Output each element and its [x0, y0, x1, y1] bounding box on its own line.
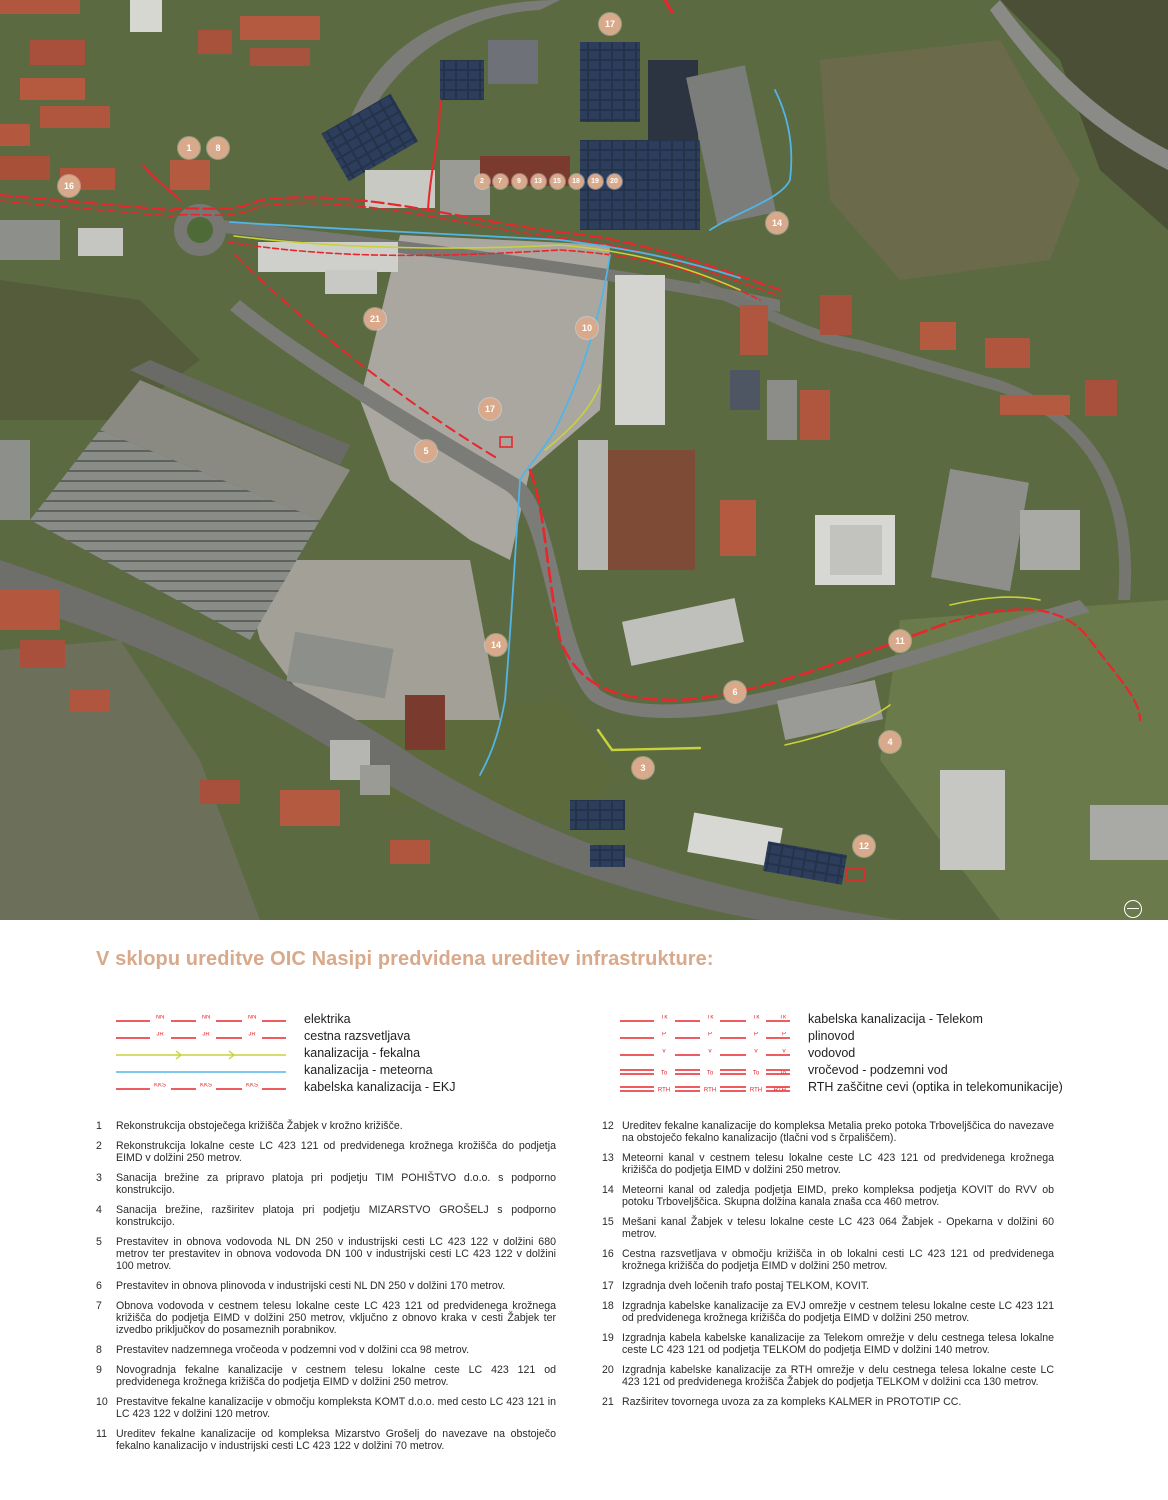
map-marker-16[interactable]: 16: [58, 175, 80, 197]
legend-tag: JR: [248, 1031, 256, 1037]
note-text: Sanacija brežine, razširitev platoja pri podjetju MIZARSTVO GROŠELJ s podporno konstrukcijo.: [116, 1203, 556, 1228]
note-item: [96, 1280, 556, 1292]
map-marker-17[interactable]: 17: [479, 398, 501, 420]
legend-tag: V: [781, 1048, 786, 1054]
note-number: 21: [602, 1395, 614, 1408]
note-text: Mešani kanal Žabjek v telesu lokalne ceste LC 423 064 Žabjek - Opekarna v dolžini 60 metrov.: [622, 1216, 1054, 1241]
legend-tag: P: [753, 1031, 759, 1037]
map-marker-1[interactable]: 1: [178, 137, 200, 159]
note-number: 12: [602, 1120, 614, 1132]
legend-right: [620, 1012, 1120, 1097]
note-text: Cestna razsvetljava v območju križišča in ob lokalni cesti LC 423 121 od predvidenega krožnega križišča do podjetja EIMD v dolžini 250 metrov.: [622, 1248, 1054, 1273]
legend-tag: JR: [156, 1031, 164, 1037]
legend-label: cestna razsvetljava: [304, 1029, 411, 1043]
legend-line-sample: [620, 1083, 790, 1095]
legend-label: kanalizacija - meteorna: [304, 1063, 433, 1077]
map-marker-6[interactable]: 6: [724, 681, 746, 703]
legend-tag: To: [752, 1070, 760, 1076]
note-text: Izgradnja kabelske kanalizacije za EVJ omrežje v cestnem telesu lokalne ceste LC 423 121 od predvidenega krožnega križišča do podjetja EIMD v dolžini 250 metrov.: [622, 1299, 1054, 1324]
legend-tag: RTH: [773, 1087, 786, 1093]
legend-tag: RTH: [703, 1087, 717, 1093]
note-item: [96, 1396, 556, 1420]
legend-tag: To: [779, 1070, 786, 1076]
legend-line-sample: [116, 1015, 286, 1027]
legend-item: [620, 1080, 1120, 1097]
legend-label: kabelska kanalizacija - EKJ: [304, 1080, 456, 1094]
map-marker-14[interactable]: 14: [485, 634, 507, 656]
map-marker-20[interactable]: 20: [607, 174, 622, 189]
note-item: [602, 1152, 1054, 1176]
legend-tag: KKS: [245, 1082, 259, 1088]
legend-tag: P: [661, 1031, 667, 1037]
note-text: Sanacija brežine za pripravo platoja pri podjetju TIM POHIŠTVO d.o.o. s podporno konstrukcijo.: [116, 1171, 556, 1196]
note-text: Razširitev tovornega uvoza za za kompleks KALMER in PROTOTIP CC.: [622, 1395, 962, 1408]
note-item: [602, 1120, 1054, 1144]
legend-item: [116, 1063, 456, 1080]
map-marker-19[interactable]: 19: [588, 174, 603, 189]
notes-right: [602, 1120, 1054, 1416]
legend-tag: RTH: [657, 1087, 671, 1093]
map-marker-18[interactable]: 18: [569, 174, 584, 189]
legend-label: elektrika: [304, 1012, 351, 1026]
note-number: 13: [602, 1152, 614, 1164]
legend-item: [620, 1063, 1120, 1080]
note-item: [96, 1428, 556, 1452]
map-marker-5[interactable]: 5: [415, 440, 437, 462]
note-item: [96, 1204, 556, 1228]
map-marker-13[interactable]: 13: [531, 174, 546, 189]
note-text: Izgradnja kabelske kanalizacije za RTH omrežje v delu cestnega telesa lokalne ceste LC 423 121 od predvidenega krožišča Žabjek do podjetja TELKOM v dolžini cca 130 metrov.: [622, 1363, 1054, 1388]
note-number: 7: [96, 1299, 102, 1312]
legend-tag: V: [707, 1048, 713, 1054]
legend-line-sample: [620, 1066, 790, 1078]
legend-tag: JR: [202, 1031, 210, 1037]
note-number: 20: [602, 1363, 614, 1376]
note-item: [96, 1140, 556, 1164]
legend-tag: To: [660, 1070, 668, 1076]
note-number: 9: [96, 1363, 102, 1376]
note-item: [602, 1300, 1054, 1324]
note-text: Prestavitev in obnova vodovoda NL DN 250 v industrijski cesti LC 423 122 v dolžini 680 metrov ter prestavitev in obnova vodovoda DN 100 v industrijski cesti LC 423 122 v dolžini 100 metrov.: [116, 1235, 556, 1273]
legend-label: vodovod: [808, 1046, 856, 1060]
note-text: Izgradnja dveh ločenih trafo postaj TELKOM, KOVIT.: [622, 1280, 870, 1292]
map-marker-9[interactable]: 9: [512, 174, 527, 189]
legend-tag: To: [706, 1070, 714, 1076]
legend-item: [116, 1029, 456, 1046]
note-number: 8: [96, 1344, 102, 1356]
note-number: 4: [96, 1203, 102, 1216]
note-number: 14: [602, 1184, 614, 1196]
legend-line-sample: [116, 1032, 286, 1044]
note-text: Rekonstrukcija obstoječega križišča Žabjek v krožno križišče.: [116, 1120, 403, 1132]
note-text: Prestavitev in obnova plinovoda v industrijski cesti NL DN 250 v dolžini 170 metrov.: [116, 1280, 506, 1292]
note-number: 2: [96, 1139, 102, 1152]
legend-item: [620, 1046, 1120, 1063]
legend-item: [116, 1012, 456, 1029]
note-item: [602, 1248, 1054, 1272]
note-number: 5: [96, 1235, 102, 1248]
legend-tag: Tk: [706, 1014, 714, 1020]
map-marker-12[interactable]: 12: [853, 835, 875, 857]
note-text: Rekonstrukcija lokalne ceste LC 423 121 od predvidenega krožnega krožišča do podjetja EIMD v dolžini 250 metrov.: [116, 1139, 556, 1164]
map-marker-15[interactable]: 15: [550, 174, 565, 189]
map-marker-17[interactable]: 17: [599, 13, 621, 35]
legend-item: [116, 1080, 456, 1097]
legend-tag: RTH: [749, 1087, 763, 1093]
legend-tag: KKS: [199, 1082, 213, 1088]
note-item: [96, 1364, 556, 1388]
legend-tag: Tk: [779, 1014, 786, 1020]
legend-tag: NN: [247, 1014, 257, 1020]
legend-tag: KKS: [153, 1082, 167, 1088]
legend-tag: P: [781, 1031, 786, 1037]
legend-item: [116, 1046, 456, 1063]
map-marker-8[interactable]: 8: [207, 137, 229, 159]
note-number: 16: [602, 1248, 614, 1260]
note-number: 18: [602, 1299, 614, 1312]
note-number: 6: [96, 1280, 102, 1292]
legend-line-sample: [116, 1066, 286, 1078]
legend-left: [116, 1012, 456, 1097]
notes-left: [96, 1120, 556, 1460]
legend-item: [620, 1012, 1120, 1029]
note-number: 15: [602, 1216, 614, 1228]
map-marker-3[interactable]: 3: [632, 757, 654, 779]
note-number: 1: [96, 1120, 102, 1132]
note-item: [96, 1172, 556, 1196]
note-text: Meteorni kanal v cestnem telesu lokalne ceste LC 423 121 od predvidenega krožnega križišča do podjetja EIMD v dolžini 250 metrov.: [622, 1152, 1054, 1177]
legend-tag: V: [753, 1048, 759, 1054]
map-marker-10[interactable]: 10: [576, 317, 598, 339]
note-item: [96, 1236, 556, 1273]
legend-label: kanalizacija - fekalna: [304, 1046, 421, 1060]
map-marker-4[interactable]: 4: [879, 731, 901, 753]
note-item: [602, 1280, 1054, 1292]
note-number: 17: [602, 1280, 614, 1292]
map-marker-7[interactable]: 7: [493, 174, 508, 189]
legend-tag: Tk: [660, 1014, 668, 1020]
note-item: [602, 1332, 1054, 1356]
legend-label: kabelska kanalizacija - Telekom: [808, 1012, 983, 1026]
note-text: Novogradnja fekalne kanalizacije v cestnem telesu lokalne ceste LC 423 121 od predvidenega krožnega križišča do podjetja EIMD v dolžini 250 metrov.: [116, 1363, 556, 1388]
note-text: Meteorni kanal od zaledja podjetja EIMD, preko kompleksa podjetja KOVIT do RVV ob potoku Trboveljščica. Skupna dolžina kanala znaša cca 460 metrov.: [622, 1184, 1054, 1209]
legend-tag: NN: [155, 1014, 165, 1020]
legend-tag: P: [707, 1031, 713, 1037]
legend-line-sample: [620, 1049, 790, 1061]
legend-line-sample: [116, 1049, 286, 1061]
roundabout-island: [187, 217, 213, 243]
note-number: 11: [96, 1427, 107, 1440]
note-text: Ureditev fekalne kanalizacije od kompleksa Mizarstvo Grošelj do navezave na obstoječo fekalno kanalizacijo v industrijski cesti LC 423 122 v dolžini 70 metrov.: [116, 1427, 556, 1452]
note-item: [602, 1396, 1054, 1408]
note-number: 3: [96, 1171, 102, 1184]
note-text: Obnova vodovoda v cestnem telesu lokalne ceste LC 423 121 od predvidenega krožnega križišča do podjetja EIMD v dolžini 250 metrov, vključno z obnovo kraka v cesti Žabjek ter izvedbo priključkov do posameznih porabnikov.: [116, 1299, 556, 1337]
page-title: V sklopu ureditve OIC Nasipi predvidena ureditev infrastrukture:: [96, 948, 714, 970]
note-item: [96, 1300, 556, 1337]
note-item: [602, 1364, 1054, 1388]
legend-label: plinovod: [808, 1029, 855, 1043]
map-marker-21[interactable]: 21: [364, 308, 386, 330]
legend-item: [620, 1029, 1120, 1046]
legend-label: RTH zaščitne cevi (optika in telekomunikacije): [808, 1080, 1063, 1094]
note-text: Prestavitve fekalne kanalizacije v območju kompleksta KOMT d.o.o. med cesto LC 423 121 in LC 423 122 v dolžini 120 metrov.: [116, 1395, 556, 1420]
map-marker-11[interactable]: 11: [889, 630, 911, 652]
note-text: Izgradnja kabela kabelske kanalizacije za Telekom omrežje v delu cestnega telesa lokalne ceste LC 423 121 od podjetja TELKOM do podjetja EIMD v dolžini 140 metrov.: [622, 1331, 1054, 1356]
legend-line-sample: [620, 1015, 790, 1027]
legend-tag: Tk: [752, 1014, 760, 1020]
legend-line-sample: [620, 1032, 790, 1044]
map-marker-14[interactable]: 14: [766, 212, 788, 234]
note-item: [602, 1216, 1054, 1240]
note-item: [96, 1344, 556, 1356]
note-item: [602, 1184, 1054, 1208]
legend-line-sample: [116, 1083, 286, 1095]
note-number: 19: [602, 1331, 614, 1344]
legend-label: vročevod - podzemni vod: [808, 1063, 948, 1077]
map-marker-2[interactable]: 2: [475, 174, 490, 189]
legend-tag: NN: [201, 1014, 211, 1020]
legend-tag: V: [661, 1048, 667, 1054]
note-number: 10: [96, 1395, 108, 1408]
note-item: [96, 1120, 556, 1132]
note-text: Ureditev fekalne kanalizacije do kompleksa Metalia preko potoka Trboveljščica do navezave na obstoječo fekalno kanalizacijo (tlačni vod s črpališčem).: [622, 1120, 1054, 1145]
north-arrow-icon: [1124, 900, 1142, 918]
note-text: Prestavitev nadzemnega vročeoda v podzemni vod v dolžini cca 98 metrov.: [116, 1344, 470, 1356]
